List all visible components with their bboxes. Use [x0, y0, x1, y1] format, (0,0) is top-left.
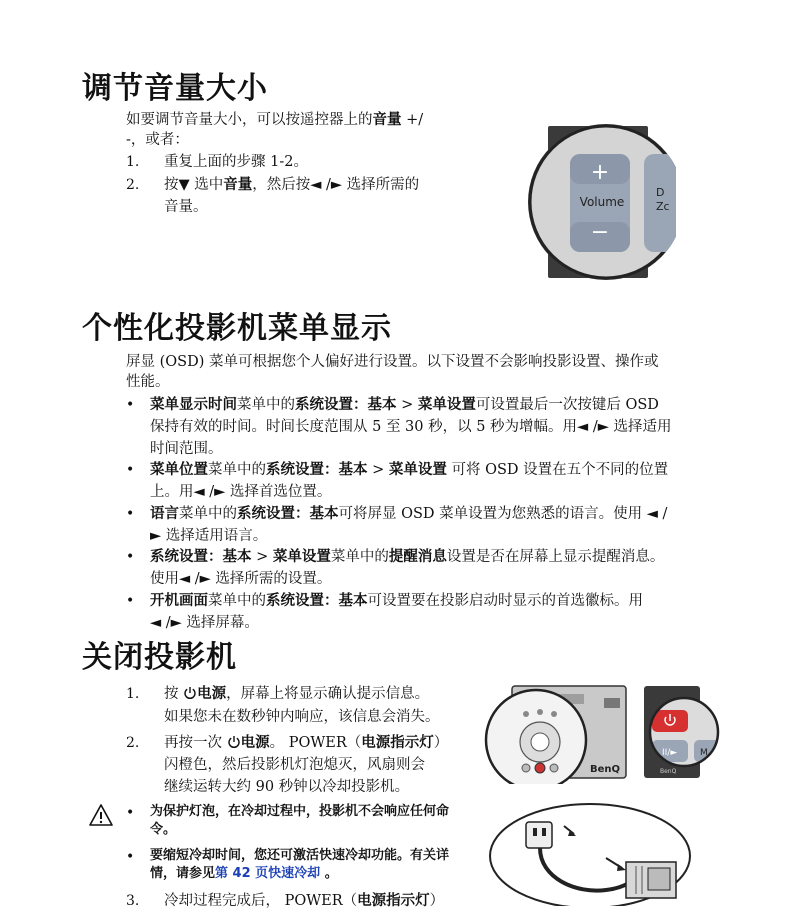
- osd-item-reminder: [150, 546, 664, 568]
- bullet: •: [126, 462, 135, 478]
- text: ）: [429, 893, 445, 909]
- step-number: 3.: [126, 893, 140, 909]
- remote-key-label: II/►: [662, 748, 678, 758]
- note-quick-cool: 要缩短冷却时间，您还可激活快速冷却功能。有关详: [150, 848, 450, 863]
- text-bold: 菜单设置: [272, 548, 331, 565]
- step-number: 1.: [126, 686, 140, 702]
- bullet: •: [126, 506, 135, 522]
- remote-volume-illustration: [526, 124, 676, 280]
- osd-item-reminder-l2: 使用◄ /► 选择所需的设置。: [150, 571, 332, 587]
- osd-item-menu-position: [150, 459, 668, 481]
- osd-item-menu-time: [150, 394, 659, 416]
- text-bold: 开机画面: [150, 592, 208, 609]
- text: 菜单中的: [179, 506, 237, 522]
- power-icon: [227, 735, 241, 749]
- text: 情，请参见: [150, 866, 216, 881]
- text-bold: 系统设置：基本: [237, 505, 339, 522]
- osd-item-splash-l2: ◄ /► 选择屏幕。: [150, 615, 259, 631]
- bullet: •: [126, 397, 135, 413]
- osd-item-menu-time-l3: 时间范围。: [150, 441, 223, 457]
- unplug-cord-illustration: [486, 798, 698, 906]
- warning-icon: [88, 803, 114, 827]
- text: 。 POWER（: [269, 735, 362, 751]
- text-bold: 菜单设置: [388, 461, 447, 478]
- projector-brand-logo: BenQ: [590, 764, 621, 775]
- text-bold: 电源: [197, 685, 227, 702]
- osd-item-menu-time-l2: 保持有效的时间。时间长度范围从 5 至 30 秒，以 5 秒为增幅。用◄ /► 选择适用: [150, 419, 672, 435]
- bullet: •: [126, 849, 135, 865]
- quick-cool-link[interactable]: 第 42 页快速冷却: [215, 866, 321, 881]
- remote-edge-label: M: [700, 748, 708, 758]
- projector-panel-illustration: [484, 684, 629, 784]
- osd-item-language: [150, 503, 667, 525]
- text-bold: 语言: [150, 505, 179, 522]
- text: 冷却过程完成后， POWER（: [164, 893, 358, 909]
- volume-step-2: [164, 174, 419, 196]
- text: 如要调节音量大小，可以按遥控器上的: [126, 112, 373, 128]
- text: >: [396, 397, 418, 413]
- note-lamp-protect: 为保护灯泡，在冷却过程中，投影机不会响应任何命: [150, 804, 450, 819]
- text: 菜单中的: [330, 549, 389, 565]
- remote-edge-label-a: D: [656, 186, 665, 199]
- text: >: [367, 462, 389, 478]
- text: 菜单中的: [237, 397, 295, 413]
- text: 菜单中的: [208, 593, 266, 609]
- section-title-power-off: 关闭投影机: [82, 640, 237, 675]
- off-step-1: [164, 683, 429, 705]
- osd-item-menu-position-l2: 上。用◄ /► 选择首选位置。: [150, 484, 332, 500]
- off-step-2-l3: 继续运转大约 90 秒钟以冷却投影机。: [164, 779, 410, 795]
- remote-edge-label-b: Zc: [656, 200, 670, 213]
- volume-plus-label: +: [590, 160, 610, 185]
- volume-minus-label: −: [590, 220, 610, 245]
- text: ）: [433, 735, 449, 751]
- text: ，屏幕上将显示确认提示信息。: [226, 686, 430, 702]
- text: +/: [401, 112, 424, 128]
- bullet: •: [126, 805, 135, 821]
- off-step-2-l2: 闪橙色，然后投影机灯泡熄灭，风扇则会: [164, 757, 425, 773]
- section-title-osd: 个性化投影机菜单显示: [82, 311, 392, 346]
- step-number: 1.: [126, 154, 140, 170]
- text-bold: 系统设置：基本: [266, 592, 368, 609]
- note-quick-cool-l2: [150, 864, 338, 883]
- step-number: 2.: [126, 735, 140, 751]
- text-bold: 音量: [223, 176, 253, 193]
- text: 按: [164, 686, 184, 702]
- remote-power-illustration: [640, 684, 720, 780]
- bullet: •: [126, 549, 135, 565]
- off-step-2: [164, 732, 448, 754]
- text: 可将屏显 OSD 菜单设置为您熟悉的语言。使用 ◄ /: [338, 506, 668, 522]
- section-title-volume: 调节音量大小: [82, 71, 268, 106]
- step-number: 2.: [126, 177, 140, 193]
- note-lamp-protect-l2: 令。: [150, 822, 177, 837]
- volume-step-1: 重复上面的步骤 1-2。: [164, 154, 308, 170]
- text-bold: 提醒消息: [388, 548, 447, 565]
- text-bold: 菜单位置: [150, 461, 208, 478]
- text-bold: 菜单设置: [417, 396, 476, 413]
- text: 按▼ 选中: [164, 177, 224, 193]
- text-bold: 系统设置：基本: [150, 548, 252, 565]
- osd-item-splash: [150, 590, 643, 612]
- text: 可设置要在投影启动时显示的首选徽标。用: [367, 593, 643, 609]
- text: 设置是否在屏幕上显示提醒消息。: [446, 549, 665, 565]
- text: 菜单中的: [208, 462, 266, 478]
- power-icon: [183, 686, 197, 700]
- text: >: [251, 549, 273, 565]
- text-bold: 系统设置：基本: [295, 396, 397, 413]
- osd-intro-line1: 屏显 (OSD) 菜单可根据您个人偏好进行设置。以下设置不会影响投影设置、操作或: [126, 354, 659, 370]
- volume-step-2-cont: 音量。: [164, 199, 208, 215]
- off-step-3: [164, 890, 444, 912]
- text-bold: 电源: [240, 734, 270, 751]
- off-step-1-l2: 如果您未在数秒钟内响应，该信息会消失。: [164, 709, 440, 725]
- text-bold: 菜单显示时间: [150, 396, 237, 413]
- remote-brand-logo: BenQ: [660, 768, 677, 775]
- volume-label: Volume: [579, 195, 625, 209]
- text: 。: [320, 866, 338, 881]
- osd-intro-line2: 性能。: [126, 374, 170, 390]
- text-bold: 电源指示灯: [357, 892, 430, 909]
- text: 可设置最后一次按键后 OSD: [475, 397, 659, 413]
- text-bold: 系统设置：基本: [266, 461, 368, 478]
- text-bold: 音量: [372, 111, 402, 128]
- text: 可将 OSD 设置在五个不同的位置: [446, 462, 669, 478]
- text-bold: 电源指示灯: [361, 734, 434, 751]
- bullet: •: [126, 593, 135, 609]
- volume-intro-line1: [126, 109, 423, 131]
- osd-item-language-l2: ► 选择适用语言。: [150, 528, 268, 544]
- volume-intro-line2: -，或者：: [126, 132, 189, 148]
- text: 再按一次: [164, 735, 227, 751]
- text: ，然后按◄ /► 选择所需的: [252, 177, 420, 193]
